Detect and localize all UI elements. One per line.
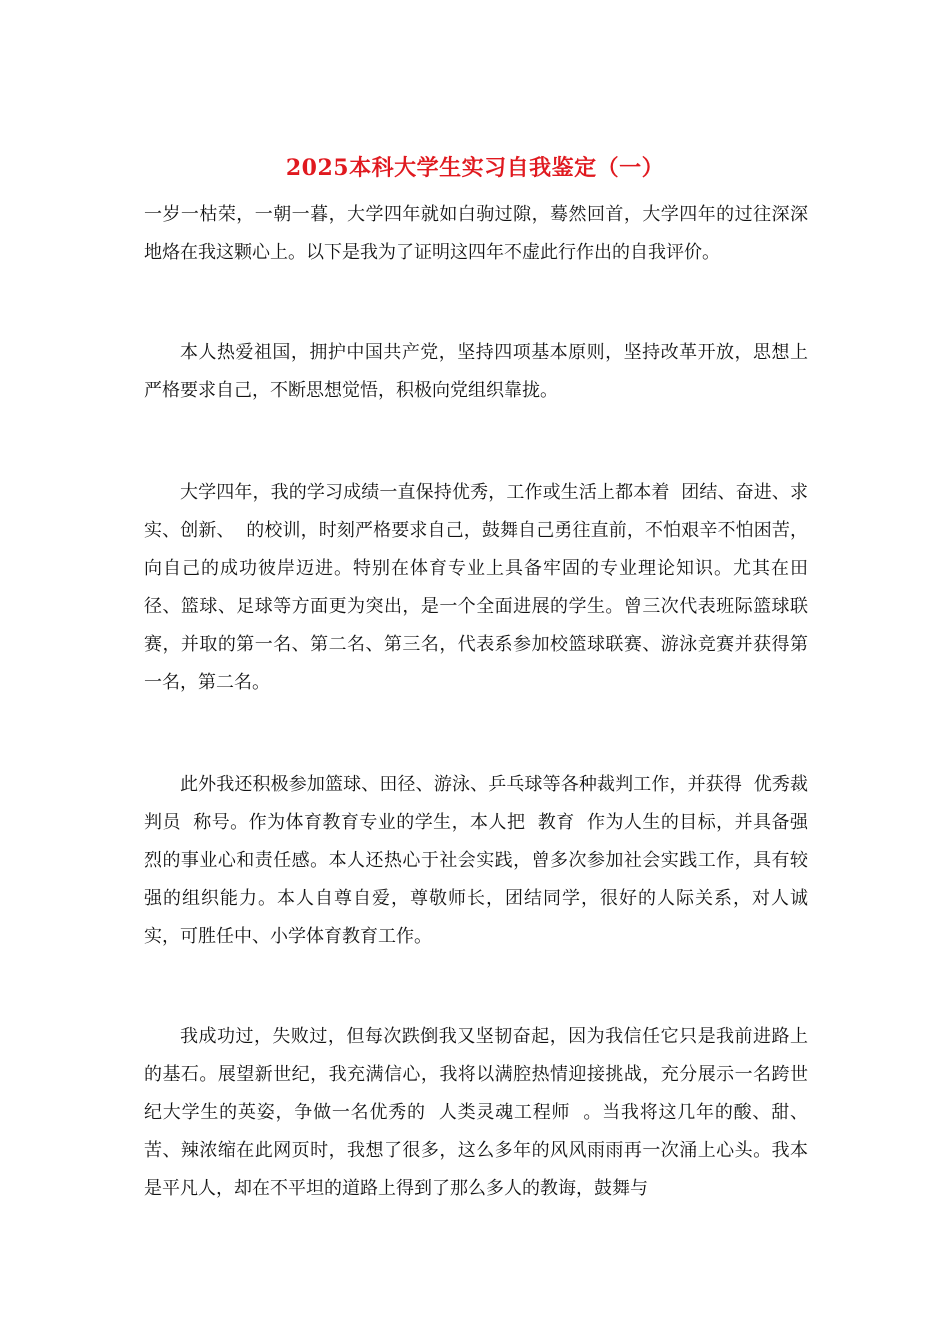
study-paragraph: 大学四年，我的学习成绩一直保持优秀，工作或生活上都本着 团结、奋进、求实、创新、 的校训，时刻严格要求自己，鼓舞自己勇往直前，不怕艰辛不怕困苦，向自己的成功彼岸迈进。特别在体育专业上具备牢固的专业理论知识。尤其在田径、篮球、足球等方面更为突出，是一个全面进展的学生。曾三次代表班际篮球联赛，并取的第一名、第二名、第三名，代表系参加校篮球联赛、游泳竞赛并获得第一名，第二名。 [144,482,808,693]
political-paragraph: 本人热爱祖国，拥护中国共产党，坚持四项基本原则，坚持改革开放，思想上严格要求自己，不断思想觉悟，积极向党组织靠拢。 [144,342,808,401]
outlook-paragraph: 我成功过，失败过，但每次跌倒我又坚韧奋起，因为我信任它只是我前进路上的基石。展望新世纪，我充满信心，我将以满腔热情迎接挑战，充分展示一名跨世纪大学生的英姿，争做一名优秀的 人类灵魂工程师 。当我将这几年的酸、甜、苦、辣浓缩在此网页时，我想了很多，这么多年的风风雨雨再一次涌上心头。我本是平凡人，却在不平坦的道路上得到了那么多人的教诲，鼓舞与 [144,1026,808,1199]
document-title: 2025本科大学生实习自我鉴定（一） [285,155,665,181]
activities-paragraph: 此外我还积极参加篮球、田径、游泳、乒乓球等各种裁判工作，并获得 优秀裁判员 称号。作为体育教育专业的学生，本人把 教育 作为人生的目标，并具备强烈的事业心和责任感。本人还热心于社会实践，曾多次参加社会实践工作，具有较强的组织能力。本人自尊自爱，尊敬师长，团结同学，很好的人际关系，对人诚实，可胜任中、小学体育教育工作。 [144,774,808,947]
intro-paragraph: 一岁一枯荣，一朝一暮，大学四年就如白驹过隙，蓦然回首，大学四年的过往深深地烙在我这颗心上。以下是我为了证明这四年不虚此行作出的自我评价。 [144,204,808,263]
